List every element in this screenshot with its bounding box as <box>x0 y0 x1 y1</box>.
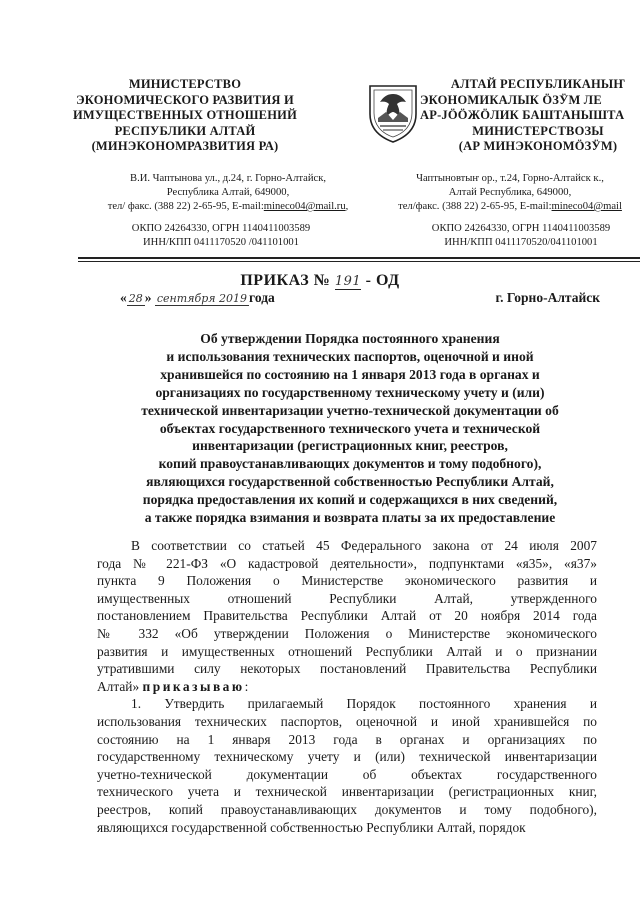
address-russian <box>78 172 378 214</box>
body-line: являющихся государственной собственностью Республики Алтай, порядок <box>97 819 526 835</box>
email-link[interactable]: mineco04@mail <box>551 201 622 212</box>
phone-text: тел/факс. (388 22) 2-65-95, E-mail: <box>398 201 552 212</box>
header-divider-thick <box>78 257 640 259</box>
ministry-line: ЭКОНОМИЧЕСКОГО РАЗВИТИЯ И <box>76 92 294 107</box>
title-line: технической инвентаризации учетно-технической документации об <box>141 402 559 418</box>
inn-kpp: ИНН/КПП 0411170520/041101001 <box>444 236 598 248</box>
title-line: Об утверждении Порядка постоянного хранения <box>200 331 500 346</box>
body-line: утратившими силу некоторых постановлений Правительства Республики <box>97 661 597 677</box>
body-line: имущественных отношений Республики Алтай, утвержденного <box>97 590 597 606</box>
body-line: № 332 «Об утверждении Положения о Министерстве экономического <box>97 625 597 641</box>
address-line: Республика Алтай, 649000, <box>166 187 290 198</box>
title-line: хранившейся по состоянию на 1 января 2013 года в органах и <box>160 366 540 382</box>
title-line: объектах государственного технического учета и технической <box>159 420 541 436</box>
title-line: являющихся государственной собственностью Республики Алтай, <box>146 474 554 490</box>
ministry-name-russian <box>40 77 330 155</box>
order-city: г. Горно-Алтайск <box>495 290 600 305</box>
contact-line <box>376 200 640 214</box>
order-title <box>0 272 640 290</box>
ministry-line: (АР МИНЭКОНОМӦЗӰМ) <box>458 139 618 153</box>
okpo-ogrn: ОКПО 24264330, ОГРН 1140411003589 <box>131 223 311 234</box>
body-line: пункта 9 Положения о Министерстве экономического развития и <box>97 573 597 589</box>
ministry-line: МИНИСТЕРСТВО <box>128 77 242 91</box>
inn-kpp: ИНН/КПП 0411170520 /041101001 <box>143 236 299 248</box>
body-line: учетно-технической документации об объектах государственного <box>97 766 597 782</box>
ministry-line: АР-JӦӦЖӦЛИК БАШТАНЫШТА <box>420 108 625 122</box>
quote-close: » <box>144 290 152 305</box>
header-divider-thin <box>78 261 640 262</box>
title-line: а также порядка взимания и возврата платы за их предоставление <box>144 510 556 526</box>
body-line: года № 221-ФЗ «О кадастровой деятельности», подпунктами «я35», «я37» <box>97 555 597 571</box>
body-line: состоянию на 1 января 2013 года в органах и организациях по <box>97 731 597 747</box>
title-line: копий правоустанавливающих документов и тому подобного), <box>158 456 542 472</box>
ministry-line: (МИНЭКОНОМРАЗВИТИЯ РА) <box>91 139 279 153</box>
title-line: инвентаризации (регистрационных книг, реестров, <box>192 438 508 454</box>
order-number: 191 <box>334 274 362 289</box>
date-suffix: года <box>249 290 275 305</box>
address-altai <box>376 172 640 214</box>
address-line: В.И. Чаптынова ул., д.24, г. Горно-Алтайск, <box>130 173 326 184</box>
address-line: Алтай Республика, 649000, <box>448 187 572 198</box>
title-line: порядка предоставления их копий и содержащихся в них сведений, <box>142 492 558 508</box>
order-prefix: ПРИКАЗ № <box>240 272 331 289</box>
body-line: технического учета и технической инвентаризации (регистрационных книг, <box>97 784 597 800</box>
ministry-line: ИМУЩЕСТВЕННЫХ ОТНОШЕНИЙ <box>72 108 297 122</box>
title-line: и использования технических паспортов, оценочной и иной <box>166 348 534 364</box>
ministry-line: МИНИСТЕРСТВОЗЫ <box>472 123 604 138</box>
document-body <box>97 537 597 836</box>
registry-codes-russian <box>96 222 346 249</box>
body-line: реестров, копий правоустанавливающих документов и тому подобного), <box>97 801 597 817</box>
date-day: 28 <box>128 292 143 305</box>
document-title <box>100 330 600 527</box>
body-line-order-phrase <box>97 678 597 696</box>
order-date <box>120 290 275 306</box>
quote-open: « <box>120 290 127 305</box>
coat-of-arms-emblem <box>366 82 420 144</box>
ministry-name-altai <box>420 77 640 155</box>
body-line: государственному техническому учету и (или) технической инвентаризации <box>97 749 597 765</box>
address-line: Чаптыновтыҥ ор., т.24, Горно-Алтайск к., <box>416 173 604 184</box>
title-line: организациях по государственному техническому учету и (или) <box>155 384 545 400</box>
ministry-line: ЭКОНОМИКАЛЫК ӦЗӰМ ЛЕ <box>420 92 602 107</box>
okpo-ogrn: ОКПО 24264330, ОГРН 1140411003589 <box>431 223 611 234</box>
body-line: В соответствии со статьей 45 Федерального закона от 24 июля 2007 <box>131 538 597 553</box>
body-text: Алтай» <box>97 678 143 694</box>
body-line: 1. Утвердить прилагаемый Порядок постоянного хранения и <box>131 696 597 712</box>
ministry-line: РЕСПУБЛИКИ АЛТАЙ <box>114 123 256 138</box>
body-line: использования технических паспортов, оценочной и иной хранившейся по <box>97 713 597 729</box>
comma: , <box>345 201 349 212</box>
phone-text: тел/ факс. (388 22) 2-65-95, E-mail: <box>107 201 264 212</box>
colon: : <box>244 678 249 694</box>
email-link[interactable]: mineco04@mail.ru <box>263 201 346 212</box>
body-line: развития и имущественных отношений Республики Алтай и о признании <box>97 643 597 659</box>
ministry-line: АЛТАЙ РЕСПУБЛИКАНЫҤ <box>450 77 626 91</box>
contact-line <box>78 200 378 214</box>
registry-codes-altai <box>402 222 640 249</box>
order-keyword: приказываю <box>142 678 245 694</box>
body-line: постановлением Правительства Республики Алтай от 20 ноября 2014 года <box>97 608 597 624</box>
order-suffix: - ОД <box>365 272 400 289</box>
date-month-year: сентября 2019 <box>156 292 248 305</box>
